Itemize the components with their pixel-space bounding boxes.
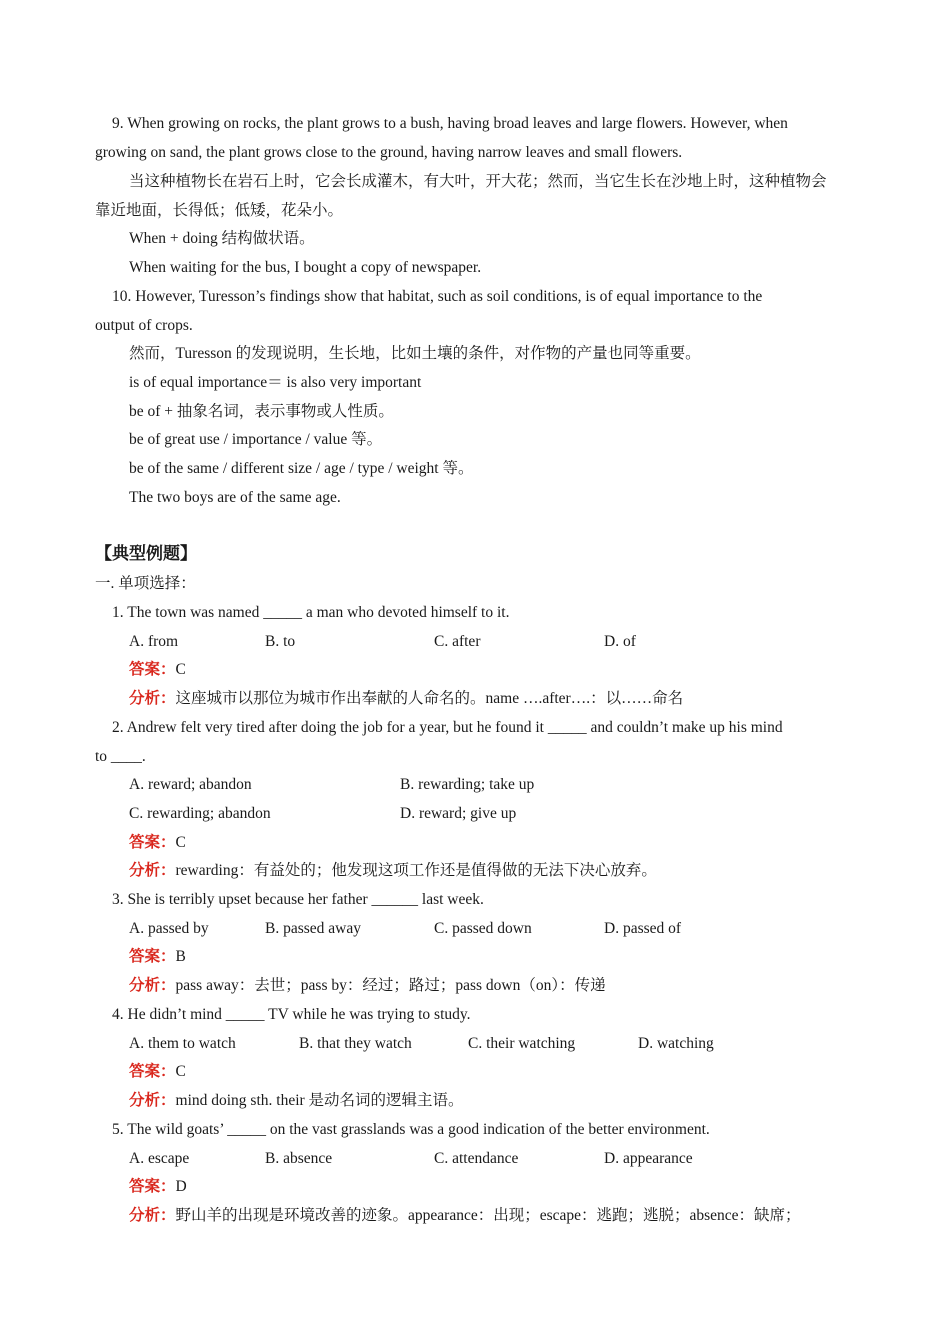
- question-4-answer: [129, 1062, 186, 1082]
- question-3-option-d: D. passed of: [604, 920, 682, 937]
- section-subtitle: 一. 单项选择：: [95, 575, 196, 592]
- answer-value: D: [175, 1178, 187, 1195]
- note9-chinese-line2: 靠近地面，长得低；低矮，花朵小。: [95, 202, 344, 219]
- question-5-option-d: D. appearance: [604, 1150, 693, 1167]
- question-5-option-b: B. absence: [265, 1150, 333, 1167]
- analysis-label: 分析：: [129, 1092, 176, 1109]
- question-5-stem: 5. The wild goats’ _____ on the vast grasslands was a good indication of the better environment.: [112, 1121, 710, 1138]
- note10-example: The two boys are of the same age.: [129, 489, 341, 506]
- question-2-option-b: B. rewarding; take up: [400, 776, 535, 793]
- note9-example: When waiting for the bus, I bought a copy of newspaper.: [129, 259, 482, 276]
- analysis-text: 这座城市以那位为城市作出奉献的人命名的。name ….after….：以……命名: [175, 690, 684, 707]
- answer-label: 答案：: [129, 1178, 176, 1195]
- question-2-analysis: [129, 861, 657, 881]
- note10-chinese: 然而，Turesson 的发现说明，生长地，比如土壤的条件，对作物的产量也同等重要。: [129, 345, 701, 362]
- question-1-option-d: D. of: [604, 633, 636, 650]
- answer-value: B: [175, 948, 186, 965]
- question-1-stem: 1. The town was named _____ a man who devoted himself to it.: [112, 604, 510, 621]
- note10-point1: is of equal importance＝ is also very important: [129, 374, 422, 391]
- answer-value: C: [175, 661, 186, 678]
- note9-grammar-point: When + doing 结构做状语。: [129, 230, 315, 247]
- note10-english-line1: 10. However, Turesson’s findings show that habitat, such as soil conditions, is of equal importance to the: [112, 288, 763, 305]
- answer-label: 答案：: [129, 948, 176, 965]
- question-5-option-a: A. escape: [129, 1150, 190, 1167]
- answer-value: C: [175, 1063, 186, 1080]
- question-4-option-b: B. that they watch: [299, 1035, 412, 1052]
- analysis-label: 分析：: [129, 690, 176, 707]
- answer-label: 答案：: [129, 834, 176, 851]
- question-3-option-c: C. passed down: [434, 920, 532, 937]
- section-title: 【典型例题】: [95, 544, 197, 563]
- note10-point4: be of the same / different size / age / type / weight 等。: [129, 460, 474, 477]
- answer-label: 答案：: [129, 1063, 176, 1080]
- question-2-option-c: C. rewarding; abandon: [129, 805, 271, 822]
- analysis-text: pass away：去世；pass by：经过；路过；pass down（on）：传递: [175, 977, 606, 994]
- question-1-answer: [129, 660, 186, 680]
- question-4-analysis: [129, 1091, 464, 1111]
- question-4-option-c: C. their watching: [468, 1035, 576, 1052]
- question-2-stem: 2. Andrew felt very tired after doing the job for a year, but he found it _____ and couldn’t make up his mind: [112, 719, 783, 736]
- question-1-option-b: B. to: [265, 633, 296, 650]
- analysis-text: 野山羊的出现是环境改善的迹象。appearance：出现；escape：逃跑；逃脱；absence：缺席；: [175, 1207, 801, 1224]
- question-3-option-b: B. passed away: [265, 920, 361, 937]
- note9-english-line2: growing on sand, the plant grows close to the ground, having narrow leaves and small flowers.: [95, 144, 683, 161]
- question-2-option-a: A. reward; abandon: [129, 776, 252, 793]
- question-4-option-d: D. watching: [638, 1035, 714, 1052]
- answer-value: C: [175, 834, 186, 851]
- question-1-analysis: [129, 689, 683, 709]
- note10-english-line2: output of crops.: [95, 317, 193, 334]
- analysis-text: mind doing sth. their 是动名词的逻辑主语。: [175, 1092, 464, 1109]
- question-3-option-a: A. passed by: [129, 920, 209, 937]
- analysis-label: 分析：: [129, 862, 176, 879]
- note9-chinese-line1: 当这种植物长在岩石上时，它会长成灌木，有大叶，开大花；然而，当它生长在沙地上时，这种植物会: [129, 173, 827, 190]
- question-4-stem: 4. He didn’t mind _____ TV while he was trying to study.: [112, 1006, 471, 1023]
- question-3-analysis: [129, 976, 606, 996]
- question-4-option-a: A. them to watch: [129, 1035, 236, 1052]
- question-2-stem-cont: to ____.: [95, 748, 146, 765]
- question-5-answer: [129, 1177, 187, 1197]
- answer-label: 答案：: [129, 661, 176, 678]
- analysis-label: 分析：: [129, 1207, 176, 1224]
- question-2-answer: [129, 833, 186, 853]
- analysis-text: rewarding：有益处的；他发现这项工作还是值得做的无法下决心放弃。: [175, 862, 657, 879]
- question-5-analysis: [129, 1206, 801, 1226]
- question-1-option-a: A. from: [129, 633, 179, 650]
- question-5-option-c: C. attendance: [434, 1150, 519, 1167]
- note9-english-line1: 9. When growing on rocks, the plant grows to a bush, having broad leaves and large flowers. However, when: [112, 115, 788, 132]
- question-2-option-d: D. reward; give up: [400, 805, 517, 822]
- question-3-stem: 3. She is terribly upset because her father ______ last week.: [112, 891, 484, 908]
- analysis-label: 分析：: [129, 977, 176, 994]
- question-1-option-c: C. after: [434, 633, 481, 650]
- note10-point2: be of + 抽象名词，表示事物或人性质。: [129, 403, 394, 420]
- question-3-answer: [129, 947, 186, 967]
- note10-point3: be of great use / importance / value 等。: [129, 431, 383, 448]
